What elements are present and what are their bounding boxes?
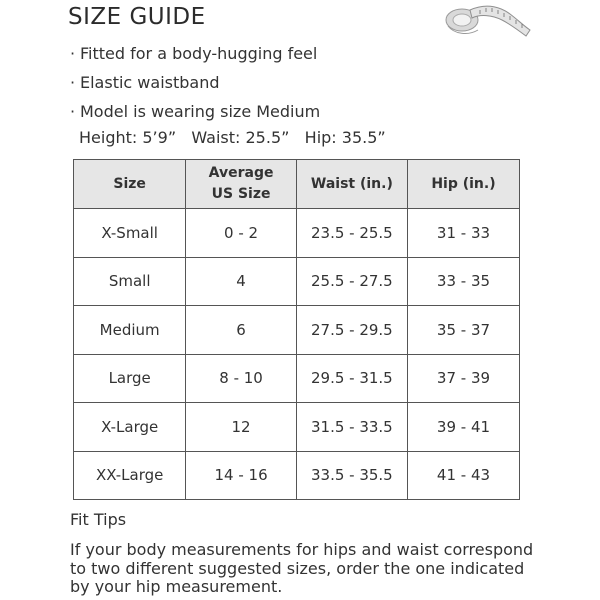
- cell-waist: 25.5 - 27.5: [296, 257, 407, 306]
- table-row: [74, 209, 520, 258]
- cell-waist: 27.5 - 29.5: [296, 306, 407, 355]
- table-row: [74, 257, 520, 306]
- list-item-text: Elastic waistband: [80, 73, 220, 92]
- header-us-size-line1: Average: [208, 165, 274, 181]
- cell-hip: 33 - 35: [407, 257, 519, 306]
- cell-waist: 29.5 - 31.5: [296, 354, 407, 403]
- list-item: [70, 100, 320, 129]
- cell-waist: 33.5 - 35.5: [296, 451, 407, 500]
- cell-size: Medium: [74, 306, 186, 355]
- bullet-glyph: ·: [70, 73, 76, 92]
- tape-measure-icon: [440, 0, 532, 40]
- list-item-text: Model is wearing size Medium: [80, 102, 321, 121]
- cell-waist: 31.5 - 33.5: [296, 403, 407, 452]
- cell-hip: 41 - 43: [407, 451, 519, 500]
- cell-us-size: 8 - 10: [186, 354, 296, 403]
- bullet-glyph: ·: [70, 102, 76, 121]
- header-waist: Waist (in.): [296, 160, 407, 209]
- header-us-size-line2: US Size: [211, 186, 271, 202]
- list-item: [70, 71, 320, 100]
- cell-size: XX-Large: [74, 451, 186, 500]
- cell-us-size: 6: [186, 306, 296, 355]
- cell-size: Small: [74, 257, 186, 306]
- cell-us-size: 14 - 16: [186, 451, 296, 500]
- cell-us-size: 0 - 2: [186, 209, 296, 258]
- header-hip: Hip (in.): [407, 160, 519, 209]
- header-us-size: [186, 160, 296, 209]
- list-item: [70, 42, 320, 71]
- fit-tips-text: If your body measurements for hips and waist correspond to two different suggested sizes, order the one indicated by your hip measurement.: [70, 540, 534, 596]
- table-row: [74, 306, 520, 355]
- table-row: [74, 354, 520, 403]
- cell-hip: 37 - 39: [407, 354, 519, 403]
- feature-list: [70, 42, 320, 129]
- bullet-glyph: ·: [70, 44, 76, 63]
- table-row: [74, 403, 520, 452]
- cell-hip: 39 - 41: [407, 403, 519, 452]
- cell-hip: 31 - 33: [407, 209, 519, 258]
- cell-waist: 23.5 - 25.5: [296, 209, 407, 258]
- model-measurements: Height: 5’9” Waist: 25.5” Hip: 35.5”: [79, 128, 386, 147]
- cell-hip: 35 - 37: [407, 306, 519, 355]
- list-item-text: Fitted for a body-hugging feel: [80, 44, 318, 63]
- cell-size: X-Large: [74, 403, 186, 452]
- fit-tips-heading: Fit Tips: [70, 510, 127, 529]
- size-chart-table: [73, 159, 520, 500]
- cell-size: Large: [74, 354, 186, 403]
- header-size: Size: [74, 160, 186, 209]
- cell-size: X-Small: [74, 209, 186, 258]
- page-title: SIZE GUIDE: [68, 4, 206, 30]
- cell-us-size: 4: [186, 257, 296, 306]
- cell-us-size: 12: [186, 403, 296, 452]
- table-row: [74, 451, 520, 500]
- table-header-row: [74, 160, 520, 209]
